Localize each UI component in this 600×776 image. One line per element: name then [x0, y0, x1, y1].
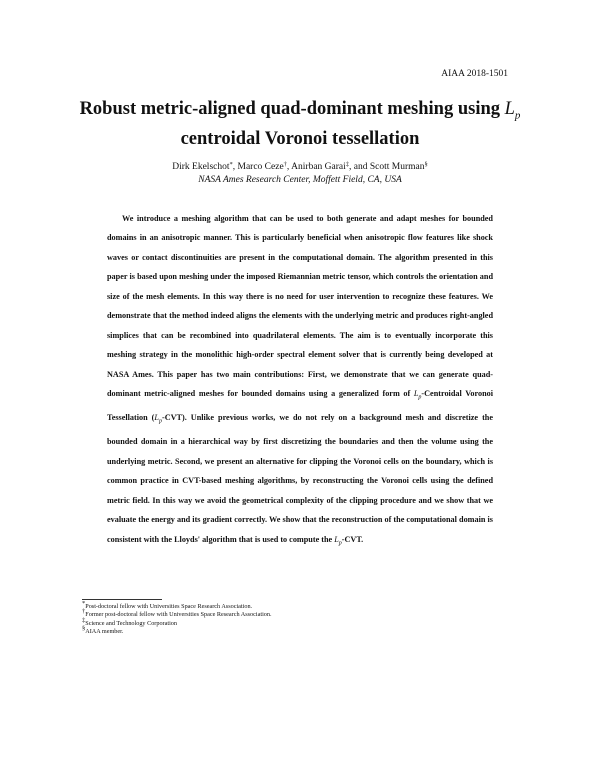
footnote-text: Former post-doctoral fellow with Universities Space Research Association.	[85, 611, 272, 619]
author-block	[60, 161, 540, 187]
footnote-mark: ‡	[82, 616, 86, 624]
author-mark: ‡	[345, 161, 350, 168]
abstract	[107, 209, 493, 554]
author-name: Anirban Garai	[291, 162, 346, 172]
abstract-text: We introduce a meshing algorithm that can be used to both generate and adapt meshes for bounded domains in an anisotropic manner. This is particularly beneficial when anisotropic flow features like shock waves or contact discontinuities are present in the computational domain. The algorithm presented in this paper is based upon meshing under the imposed Riemannian metric tensor, which controls the orientation and size of the mesh elements. In this way there is no need for user intervention to recognize these features. We demonstrate that the method indeed aligns the elements with the underlying metric and produces right-angled simplices that can be recombined into quadrilateral elements. The aim is to eventually incorporate this meshing strategy in the monolithic high-order spectral element solver that is currently being developed at NASA Ames. This paper has two main contributions: First, we demonstrate that we can generate quad-dominant metric-aligned meshes for bounded domains using a generalized form of	[107, 214, 493, 399]
math-p: p	[158, 418, 162, 425]
paper-title	[60, 98, 540, 151]
footnotes	[82, 600, 482, 637]
author-mark: §	[424, 161, 428, 168]
title-line2: centroidal Voronoi tessellation	[180, 128, 420, 149]
footnote	[82, 625, 482, 636]
author-name: Scott Murman	[369, 162, 425, 172]
math-L: L	[413, 389, 419, 399]
author-list	[60, 161, 540, 174]
math-L: L	[334, 534, 339, 544]
author-name: Marco Ceze	[237, 162, 284, 172]
footnote-mark: †	[82, 608, 86, 616]
author-name: Dirk Ekelschot	[172, 162, 230, 172]
author-mark: *	[229, 161, 233, 168]
title-line1: Robust metric-aligned quad-dominant meshing using	[79, 99, 505, 119]
paper-id: AIAA 2018-1501	[441, 69, 508, 79]
footnote-divider	[82, 599, 162, 600]
footnote-text: Science and Technology Corporation	[85, 619, 177, 627]
math-p: p	[418, 394, 422, 401]
footnote-text: AIAA member.	[85, 628, 124, 636]
author-separator: ,	[232, 162, 238, 172]
author-separator: , and	[349, 162, 370, 172]
abstract-text: -Centroidal Voronoi Tessellation (	[107, 389, 493, 423]
title-math-p: p	[514, 109, 521, 122]
footnote-mark: *	[82, 600, 86, 607]
math-p: p	[338, 540, 342, 547]
abstract-text: -CVT). Unlike previous works, we do not rely on a background mesh and discretize the bounded domain in a hierarchical way by first discretizing the boundaries and then the volume using the underlying metric. Second, we present an alternative for clipping the Voronoi cells on the boundary, which is common practice in CVT-based meshing algorithms, by reconstructing the Voronoi cells using the defined metric field. In this way we avoid the geometrical complexity of the clipping procedure and we show that we evaluate the energy and its gradient correctly. We show that the reconstruction of the computational domain is consistent with the Lloyds' algorithm that is used to compute the	[107, 413, 493, 544]
footnote	[82, 616, 482, 628]
title-math-L: L	[504, 99, 515, 119]
affiliation: NASA Ames Research Center, Moffett Field, CA, USA	[198, 175, 402, 185]
footnote-text: Post-doctoral fellow with Universities Space Research Association.	[85, 603, 253, 610]
abstract-text: -CVT.	[341, 534, 364, 544]
footnote	[82, 608, 482, 619]
footnote-mark: §	[82, 625, 86, 633]
author-separator: ,	[286, 162, 292, 172]
math-L: L	[154, 413, 159, 423]
author-mark: †	[283, 161, 287, 168]
